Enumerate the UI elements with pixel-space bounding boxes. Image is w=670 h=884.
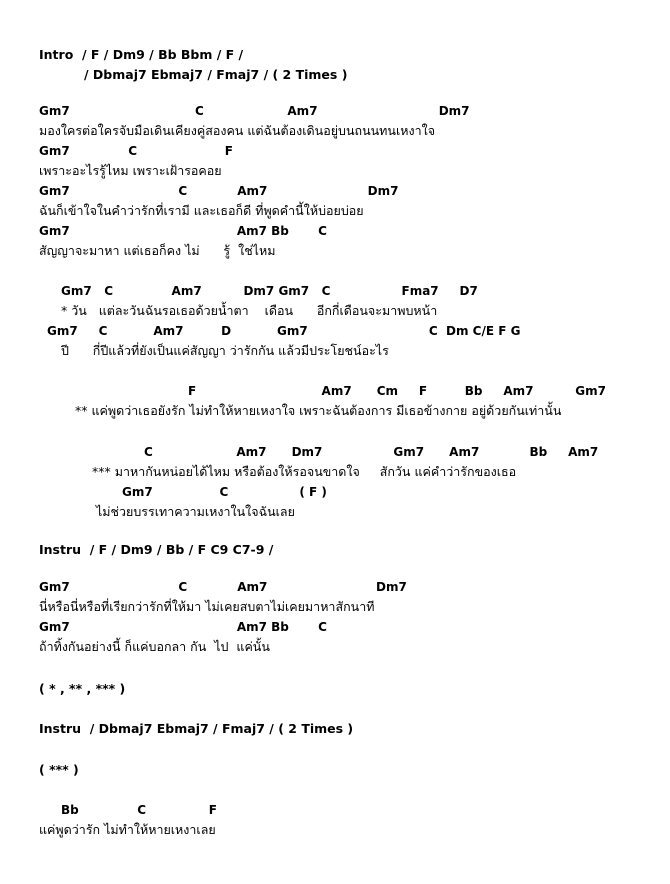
chord-line: Gm7 C ( F ) [122,485,327,499]
instru-line: Instru / F / Dm9 / Bb / F C9 C7-9 / [39,542,274,557]
lyric-line: * วัน แต่ละวันฉันรอเธอด้วยน้ำตา เดือน อีกกี่เดือนจะมาพบหน้า [61,303,438,318]
lyric-line: นี่หรือนี่หรือที่เรียกว่ารักที่ให้มา ไม่เคยสบตาไม่เคยมาหาสักนาที [39,599,375,614]
chord-line: Gm7 Am7 Bb C [39,620,327,634]
lyric-line: เพราะอะไรรู้ไหม เพราะเฝ้ารอคอย [39,163,222,178]
intro-line: Intro / F / Dm9 / Bb Bbm / F / [39,47,244,62]
lyric-line: ถ้าทิ้งกันอย่างนี้ ก็แค่บอกลา กัน ไป แค่นั้น [39,639,270,654]
repeat-marker: ( *** ) [39,762,79,777]
chord-line: Gm7 C Am7 Dm7 [39,184,399,198]
lyric-line: *** มาหากันหน่อยได้ไหม หรือต้องให้รอจนขาดใจ สักวัน แค่คำว่ารักของเธอ [92,464,517,479]
lyric-line: แค่พูดว่ารัก ไม่ทำให้หายเหงาเลย [39,822,216,837]
chord-line: Gm7 C Am7 Dm7 [39,580,407,594]
chord-line: Gm7 C Am7 Dm7 [39,104,470,118]
lyric-line: ** แค่พูดว่าเธอยังรัก ไม่ทำให้หายเหงาใจ เพราะฉันต้องการ มีเธอข้างกาย อยู่ด้วยกันเท่านั้น [75,403,562,418]
lyric-line: สัญญาจะมาหา แต่เธอก็คง ไม่ รู้ ใช่ไหม [39,243,276,258]
intro-line-2: / Dbmaj7 Ebmaj7 / Fmaj7 / ( 2 Times ) [84,67,348,82]
chord-line: C Am7 Dm7 Gm7 Am7 Bb Am7 [144,445,599,459]
lyric-line: ฉันก็เข้าใจในคำว่ารักที่เรามี และเธอก็ดี ที่พูดคำนี้ให้บ่อยบ่อย [39,203,364,218]
lyric-line: ไม่ช่วยบรรเทาความเหงาในใจฉันเลย [96,504,295,519]
chord-line: Gm7 C Am7 D Gm7 C Dm C/E F G [47,324,521,338]
lyric-line: ปี กี่ปีแล้วที่ยังเป็นแค่สัญญา ว่ารักกัน แล้วมีประโยชน์อะไร [61,343,389,358]
repeat-marker: ( * , ** , *** ) [39,681,126,696]
chord-line: Bb C F [61,803,217,817]
chord-line: Gm7 C Am7 Dm7 Gm7 C Fma7 D7 [61,284,478,298]
lyric-line: มองใครต่อใครจับมือเดินเคียงคู่สองคน แต่ฉันต้องเดินอยู่บนถนนทนเหงาใจ [39,123,436,138]
chord-line: Gm7 Am7 Bb C [39,224,327,238]
instru-line: Instru / Dbmaj7 Ebmaj7 / Fmaj7 / ( 2 Times ) [39,721,354,736]
chord-line: Gm7 C F [39,144,233,158]
chord-line: F Am7 Cm F Bb Am7 Gm7 [188,384,606,398]
